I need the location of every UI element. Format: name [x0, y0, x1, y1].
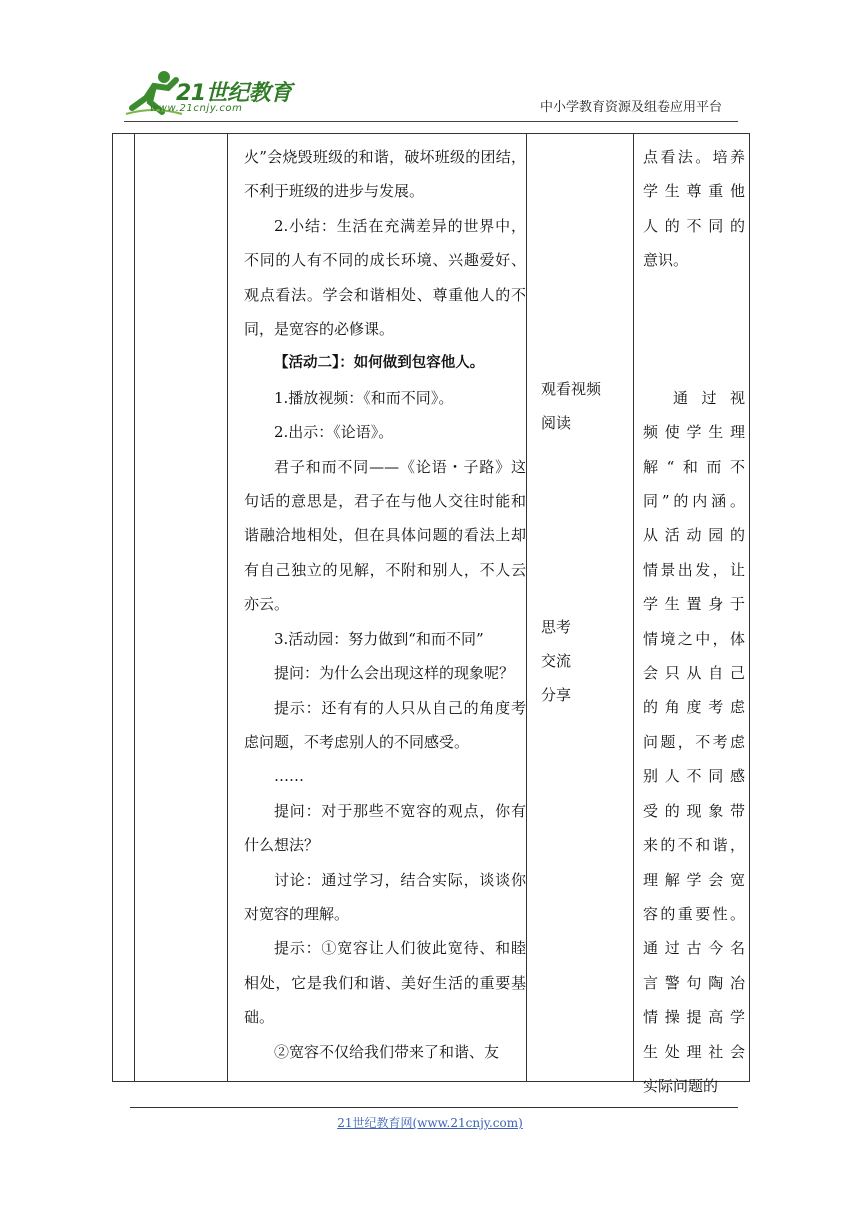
design-intent-line: 别人不同感	[643, 767, 745, 786]
content-paragraph: 3.活动园：努力做到“和而不同”	[274, 629, 484, 648]
content-paragraph: 提示：还有有的人只从自己的角度考虑问题，不考虑别人的不同感受。	[244, 698, 526, 751]
design-intent-line: 的角度考虑	[643, 698, 745, 717]
design-intent-line: 通过视	[673, 388, 745, 407]
content-paragraph: 讨论：通过学习，结合实际，谈谈你对宽容的理解。	[244, 870, 526, 923]
design-intent-line: 点看法。培养	[643, 148, 745, 166]
activity-heading: 【活动二】：如何做到包容他人。	[274, 355, 485, 372]
platform-name: 中小学教育资源及组卷应用平台	[539, 100, 722, 115]
content-paragraph: 1.播放视频：《和而不同》。	[274, 388, 454, 407]
column-divider	[227, 134, 228, 1081]
logo-subtext: www.21cnjy.com	[150, 103, 243, 114]
content-paragraph: ……	[274, 767, 304, 786]
design-intent-line: 同”的内涵。	[643, 492, 745, 511]
footer-divider	[130, 1107, 738, 1108]
content-paragraph: 提问：为什么会出现这样的现象呢？	[274, 664, 515, 683]
design-intent-line: 人的不同的	[643, 216, 745, 235]
content-paragraph: 君子和而不同——《论语・子路》这句话的意思是，君子在与他人交往时能和谐融洽地相处，但在具体问题的看法上却有自己独立的见解，不附和别人，不人云亦云。	[244, 457, 526, 614]
design-intent-line: 通过古今名	[643, 939, 745, 958]
design-intent-line: 频使学生理	[643, 423, 745, 442]
header-divider	[124, 121, 738, 122]
lesson-table	[112, 133, 750, 1095]
column-divider	[633, 134, 634, 1081]
spacer	[643, 278, 745, 381]
design-intent-line: 情操提高学	[643, 1008, 745, 1027]
student-activity-item: 分享	[541, 686, 572, 704]
design-intent-line: 学生尊重他	[643, 182, 745, 201]
design-intent-line: 问题，不考虑	[643, 732, 745, 751]
content-paragraph: 2.小结：生活在充满差异的世界中，不同的人有不同的成长环境、兴趣爱好、观点看法。学会和谐相处、尊重他人的不同，是宽容的必修课。	[244, 216, 526, 339]
design-intent-line: 受的现象带	[643, 801, 745, 820]
student-activity-item: 观看视频	[541, 380, 602, 398]
content-paragraph: 提问：对于那些不宽容的观点，你有什么想法？	[244, 801, 526, 855]
footer-link[interactable]: 21世纪教育网(www.21cnjy.com)	[337, 1116, 523, 1130]
design-intent-column	[637, 134, 751, 1103]
design-intent-line: 从活动园的	[643, 526, 745, 545]
design-intent-line: 学生置身于	[643, 595, 745, 614]
content-paragraph: ②宽容不仅给我们带来了和谐、友	[274, 1042, 500, 1061]
design-intent-line: 来的不和谐，	[643, 836, 745, 855]
content-paragraph: 火”会烧毁班级的和谐，破坏班级的团结，不利于班级的进步与发展。	[244, 148, 526, 201]
design-intent-line: 实际问题的	[643, 1076, 719, 1095]
design-intent-line: 解“和而不	[643, 457, 745, 476]
teacher-activity-column	[234, 134, 532, 1069]
design-intent-line: 容的重要性。	[643, 904, 745, 923]
logo-text: 21世纪教育	[176, 81, 292, 106]
design-intent-line: 生处理社会	[643, 1042, 745, 1061]
design-intent-line: 意识。	[643, 251, 689, 270]
design-intent-line: 情景出发，让	[643, 560, 745, 579]
design-intent-line: 情境之中，体	[643, 629, 745, 648]
student-activity-item: 交流	[541, 652, 572, 670]
design-intent-line: 会只从自己	[643, 664, 745, 683]
design-intent-line: 理解学会宽	[643, 870, 745, 889]
column-divider	[134, 134, 135, 1081]
content-paragraph: 提示：①宽容让人们彼此宽待、和睦相处，它是我们和谐、美好生活的重要基础。	[244, 939, 526, 1027]
design-intent-line: 言警句陶冶	[643, 973, 745, 992]
student-activity-item: 阅读	[541, 414, 572, 432]
student-activity-item: 思考	[541, 618, 572, 636]
content-paragraph: 2.出示：《论语》。	[274, 423, 394, 442]
